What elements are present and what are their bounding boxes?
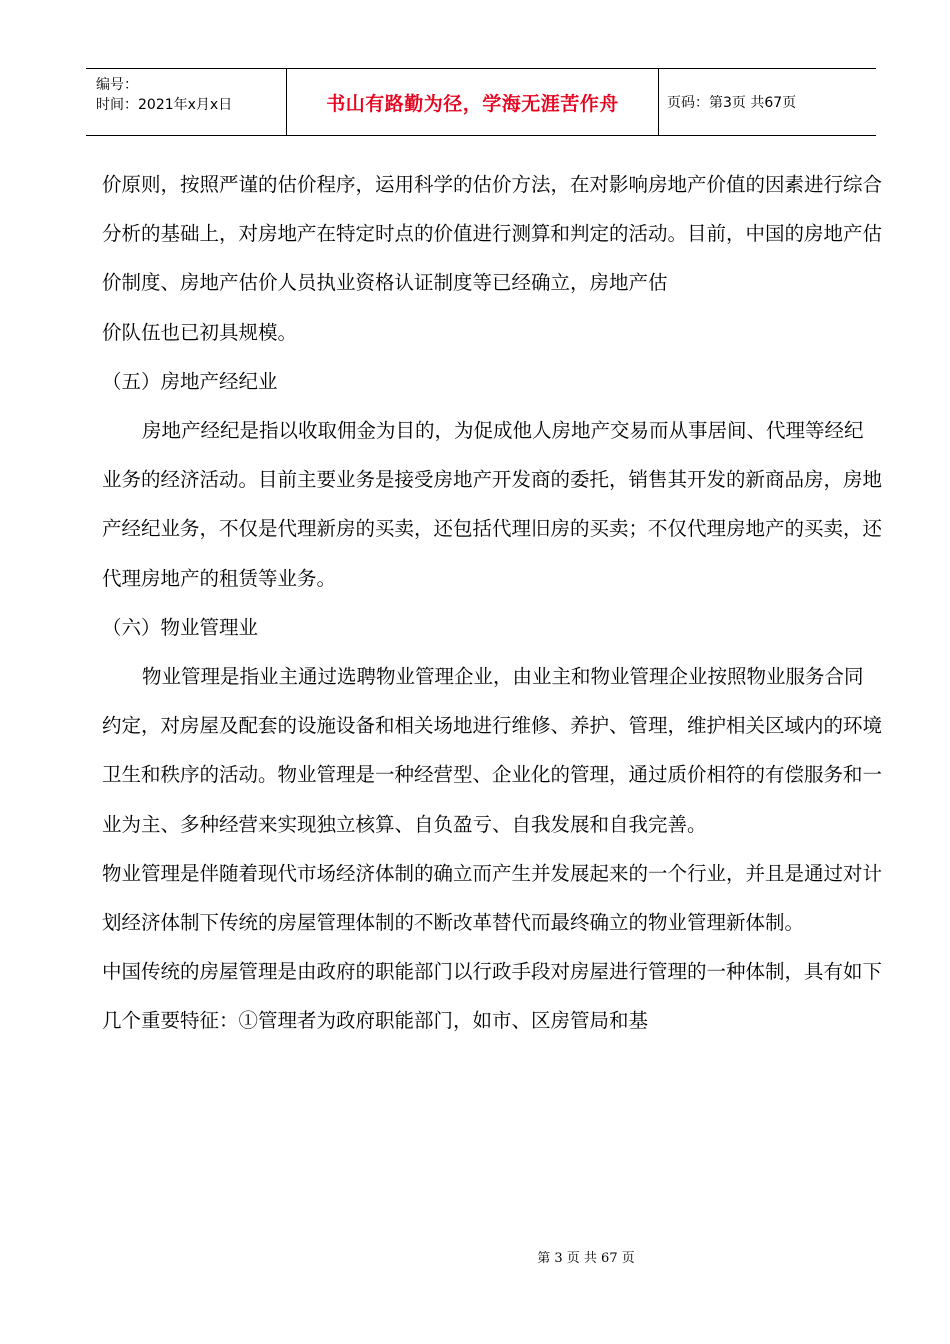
page-header: [86, 68, 876, 136]
header-page-info: 页码：第3页 共67页: [667, 95, 797, 111]
header-motto: 书山有路勤为径，学海无涯苦作舟: [326, 92, 619, 115]
paragraph-valuation-continued: 价原则，按照严谨的估价程序，运用科学的估价方法，在对影响房地产价值的因素进行综合分析的基础上，对房地产在特定时点的价值进行测算和判定的活动。目前，中国的房地产估价制度、房地产估价人员执业资格认证制度等已经确立，房地产估: [102, 173, 883, 295]
header-meta-cell: [86, 69, 287, 135]
time-label: 时间：2021年x月x日: [96, 97, 233, 113]
document-body: [102, 160, 882, 1046]
paragraph-brokerage: 房地产经纪是指以收取佣金为目的，为促成他人房地产交易而从事居间、代理等经纪业务的经济活动。目前主要业务是接受房地产开发商的委托，销售其开发的新商品房，房地产经纪业务，不仅是代理新房的买卖，还包括代理旧房的买卖；不仅代理房地产的买卖，还代理房地产的租赁等业务。: [102, 419, 883, 590]
section-heading-brokerage: （五）房地产经纪业: [102, 369, 278, 393]
paragraph-management-system: 物业管理是伴随着现代市场经济体制的确立而产生并发展起来的一个行业，并且是通过对计划经济体制下传统的房屋管理体制的不断改革替代而最终确立的物业管理新体制。: [102, 861, 883, 935]
paragraph-traditional-management: 中国传统的房屋管理是由政府的职能部门以行政手段对房屋进行管理的一种体制，具有如下几个重要特征：①管理者为政府职能部门，如市、区房管局和基: [102, 960, 883, 1033]
header-motto-cell: [287, 69, 659, 135]
serial-number-label: 编号：: [96, 77, 138, 93]
page-footer: 第 3 页 共 67 页: [537, 1251, 635, 1266]
header-page-cell: [659, 69, 876, 135]
section-heading-property-management: （六）物业管理业: [102, 615, 259, 639]
paragraph-valuation-team: 价队伍也已初具规模。: [102, 320, 298, 344]
paragraph-property-management: 物业管理是指业主通过选聘物业管理企业，由业主和物业管理企业按照物业服务合同约定，对房屋及配套的设施设备和相关场地进行维修、养护、管理，维护相关区域内的环境卫生和秩序的活动。物业管理是一种经营型、企业化的管理，通过质价相符的有偿服务和一业为主、多种经营来实现独立核算、自负盈亏、自我发展和自我完善。: [102, 665, 883, 836]
